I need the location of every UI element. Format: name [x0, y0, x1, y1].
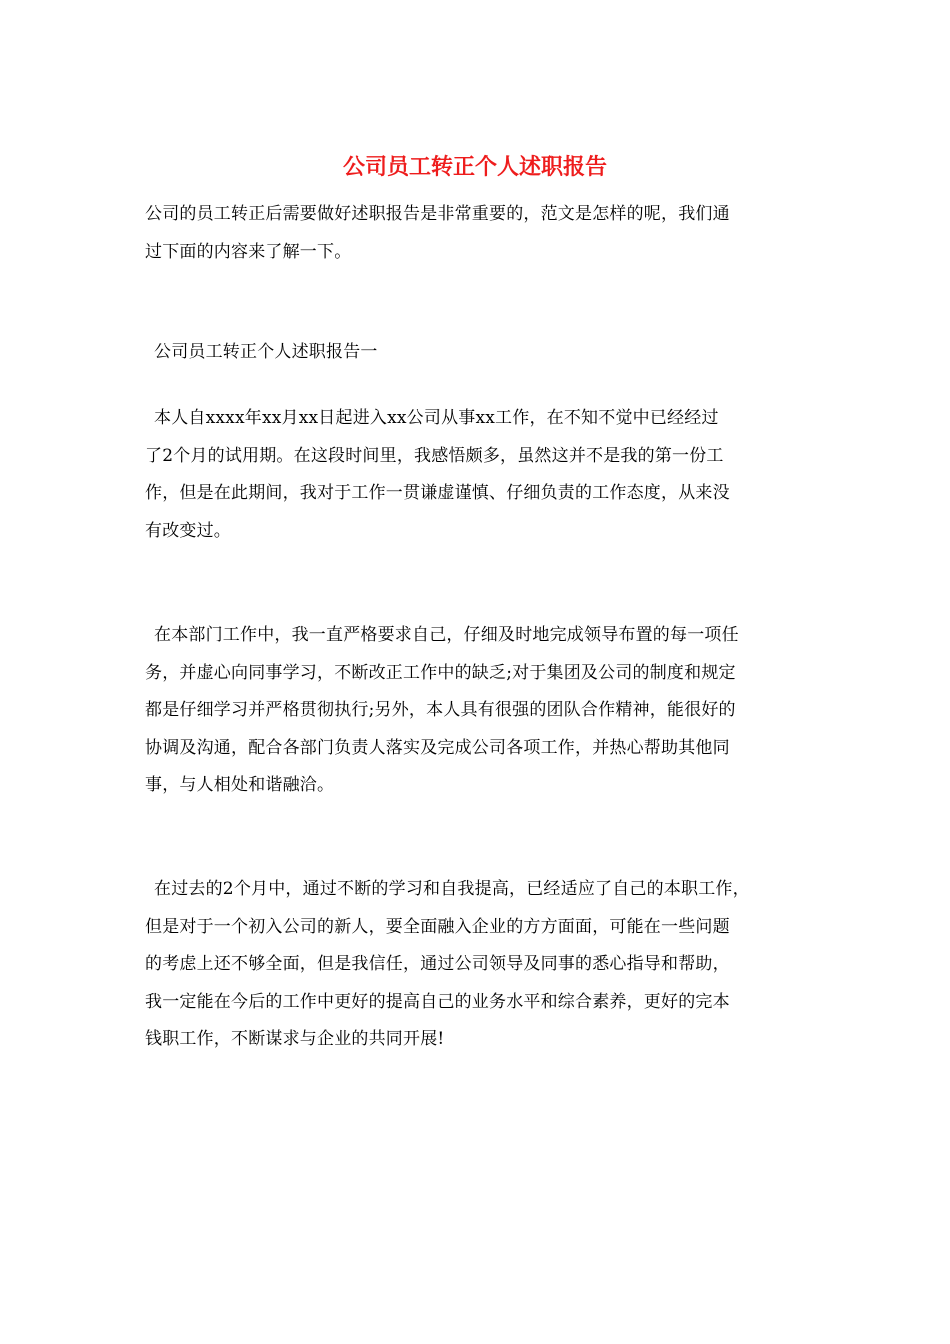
text-line: 过下面的内容来了解一下。: [145, 241, 352, 262]
text-line: 有改变过。: [145, 520, 231, 541]
body-paragraph-3: [145, 871, 815, 1059]
text-line: 的考虑上还不够全面，但是我信任，通过公司领导及同事的悉心指导和帮助，: [145, 954, 730, 974]
body-paragraph-2: [145, 617, 815, 805]
text-line: 但是对于一个初入公司的新人，要全面融入企业的方方面面，可能在一些问题: [145, 916, 730, 937]
text-line: 务，并虚心向同事学习，不断改正工作中的缺乏;对于集团及公司的制度和规定: [145, 662, 736, 683]
text-line: 协调及沟通，配合各部门负责人落实及完成公司各项工作，并热心帮助其他同: [145, 737, 730, 758]
text-line: 都是仔细学习并严格贯彻执行;另外，本人具有很强的团队合作精神，能很好的: [145, 700, 736, 720]
section-heading: [145, 334, 815, 372]
text-line: 事，与人相处和谐融洽。: [145, 775, 335, 795]
text-line: 我一定能在今后的工作中更好的提高自己的业务水平和综合素养，更好的完本: [145, 991, 730, 1012]
text-line: 本人自xxxx年xx月xx日起进入xx公司从事xx工作，在不知不觉中已经经过: [154, 408, 719, 428]
text-line: 了2个月的试用期。在这段时间里，我感悟颇多，虽然这并不是我的第一份工: [145, 445, 724, 466]
body-paragraph-1: [145, 400, 815, 550]
text-line: 作，但是在此期间，我对于工作一贯谦虚谨慎、仔细负责的工作态度，从来没: [145, 483, 730, 503]
section-heading-text: 公司员工转正个人述职报告一: [154, 342, 378, 362]
text-line: 钱职工作，不断谋求与企业的共同开展!: [145, 1029, 445, 1049]
text-line: 在本部门工作中，我一直严格要求自己，仔细及时地完成领导布置的每一项任: [154, 625, 739, 645]
intro-paragraph: [145, 196, 815, 271]
document-title: 公司员工转正个人述职报告: [342, 155, 607, 180]
text-line: 公司的员工转正后需要做好述职报告是非常重要的，范文是怎样的呢，我们通: [145, 204, 730, 224]
text-line: 在过去的2个月中，通过不断的学习和自我提高，已经适应了自己的本职工作，: [154, 879, 750, 899]
